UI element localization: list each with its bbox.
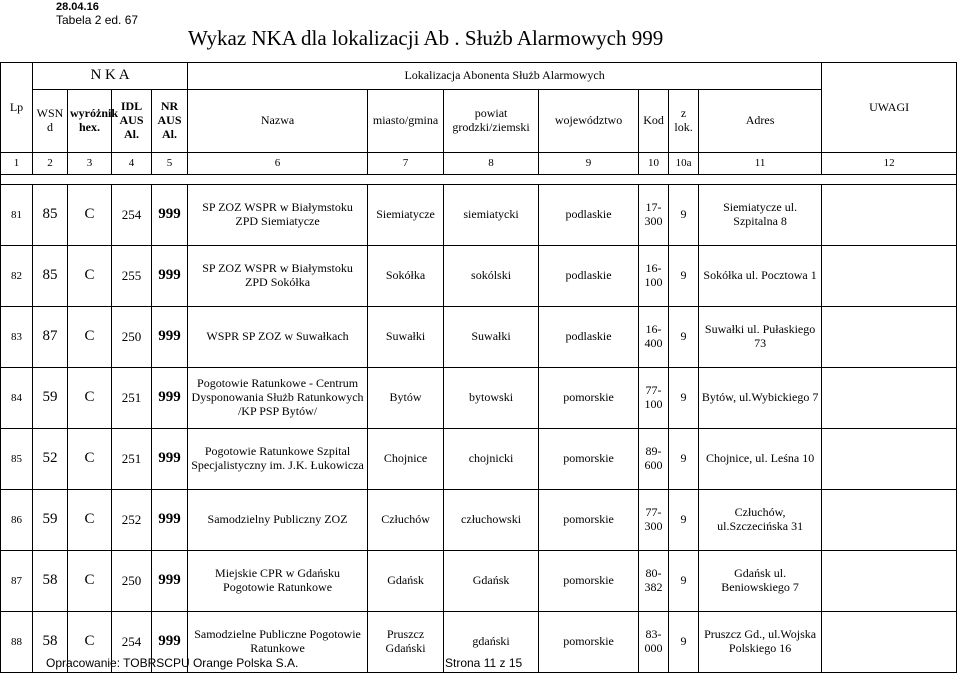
footer-author: Opracowanie: TOBRSCPU Orange Polska S.A.: [46, 656, 299, 670]
row-kod: 77-300: [639, 490, 669, 551]
row-powiat: sokólski: [444, 246, 539, 307]
row-uwagi: [822, 368, 957, 429]
row-adres: Sokółka ul. Pocztowa 1: [699, 246, 822, 307]
row-idl: 250: [112, 551, 152, 612]
colnum: 10: [639, 153, 669, 175]
row-uwagi: [822, 307, 957, 368]
row-lp: 86: [1, 490, 33, 551]
row-powiat: bytowski: [444, 368, 539, 429]
table-edition: Tabela 2 ed. 67: [56, 13, 139, 27]
row-zlok: 9: [669, 368, 699, 429]
row-kod: 89-600: [639, 429, 669, 490]
header-powiat: powiat grodzki/ziemski: [444, 90, 539, 153]
table-body: [1, 185, 957, 673]
row-miasto: Siemiatycze: [368, 185, 444, 246]
row-nazwa: Pogotowie Ratunkowe Szpital Specjalistyczny im. J.K. Łukowicza: [188, 429, 368, 490]
table-row: [1, 551, 957, 612]
row-wojewodztwo: podlaskie: [539, 185, 639, 246]
row-adres: Siemiatycze ul. Szpitalna 8: [699, 185, 822, 246]
colnum: 1: [1, 153, 33, 175]
row-powiat: Suwałki: [444, 307, 539, 368]
row-idl: 255: [112, 246, 152, 307]
row-idl: 251: [112, 368, 152, 429]
row-miasto: Chojnice: [368, 429, 444, 490]
row-kod: 83-000: [639, 612, 669, 673]
row-zlok: 9: [669, 307, 699, 368]
row-adres: Suwałki ul. Pułaskiego 73: [699, 307, 822, 368]
row-idl: 250: [112, 307, 152, 368]
row-nazwa: Samodzielne Publiczne Pogotowie Ratunkowe: [188, 612, 368, 673]
colnum: 4: [112, 153, 152, 175]
row-nazwa: SP ZOZ WSPR w Białymstoku ZPD Siemiatycze: [188, 185, 368, 246]
row-nazwa: Miejskie CPR w Gdańsku Pogotowie Ratunkowe: [188, 551, 368, 612]
row-wsn: 52: [33, 429, 68, 490]
row-idl: 254: [112, 612, 152, 673]
colnum: 9: [539, 153, 639, 175]
row-hex: C: [68, 185, 112, 246]
row-wojewodztwo: pomorskie: [539, 612, 639, 673]
row-zlok: 9: [669, 246, 699, 307]
document-date: 28.04.16: [56, 1, 99, 13]
row-adres: Człuchów, ul.Szczecińska 31: [699, 490, 822, 551]
row-hex: C: [68, 307, 112, 368]
row-wojewodztwo: podlaskie: [539, 246, 639, 307]
row-wsn: 58: [33, 551, 68, 612]
row-nazwa: Samodzielny Publiczny ZOZ: [188, 490, 368, 551]
row-uwagi: [822, 429, 957, 490]
page-title: Wykaz NKA dla lokalizacji Ab . Służb Alarmowych 999: [188, 26, 664, 50]
table-row: [1, 246, 957, 307]
header-miasto: miasto/gmina: [368, 90, 444, 153]
row-wsn: 58: [33, 612, 68, 673]
header-kod: Kod: [639, 90, 669, 153]
row-wsn: 59: [33, 490, 68, 551]
header-nka: N K A: [33, 63, 188, 90]
colnum: 12: [822, 153, 957, 175]
row-nr: 999: [152, 368, 188, 429]
row-kod: 16-100: [639, 246, 669, 307]
header-nr: NR AUS Al.: [152, 90, 188, 153]
row-nazwa: Pogotowie Ratunkowe - Centrum Dysponowania Służb Ratunkowych /KP PSP Bytów/: [188, 368, 368, 429]
row-idl: 254: [112, 185, 152, 246]
colnum: 5: [152, 153, 188, 175]
row-idl: 252: [112, 490, 152, 551]
row-wsn: 85: [33, 246, 68, 307]
colnum: 2: [33, 153, 68, 175]
table-row: [1, 368, 957, 429]
row-hex: C: [68, 429, 112, 490]
row-powiat: chojnicki: [444, 429, 539, 490]
row-nr: 999: [152, 551, 188, 612]
row-uwagi: [822, 612, 957, 673]
nka-table: [0, 62, 957, 673]
row-wojewodztwo: pomorskie: [539, 368, 639, 429]
row-wojewodztwo: pomorskie: [539, 490, 639, 551]
row-zlok: 9: [669, 490, 699, 551]
row-nr: 999: [152, 429, 188, 490]
row-nr: 999: [152, 246, 188, 307]
row-powiat: człuchowski: [444, 490, 539, 551]
row-lp: 85: [1, 429, 33, 490]
row-zlok: 9: [669, 429, 699, 490]
row-hex: C: [68, 490, 112, 551]
row-idl: 251: [112, 429, 152, 490]
spacer: [1, 175, 957, 185]
row-miasto: Gdańsk: [368, 551, 444, 612]
footer-page: Strona 11 z 15: [445, 656, 523, 670]
row-uwagi: [822, 185, 957, 246]
table-row: [1, 490, 957, 551]
row-hex: C: [68, 368, 112, 429]
header-zlok: z lok.: [669, 90, 699, 153]
row-lp: 88: [1, 612, 33, 673]
colnum: 11: [699, 153, 822, 175]
row-zlok: 9: [669, 612, 699, 673]
row-nazwa: WSPR SP ZOZ w Suwałkach: [188, 307, 368, 368]
row-wojewodztwo: podlaskie: [539, 307, 639, 368]
header-uwagi: UWAGI: [822, 63, 957, 153]
row-kod: 80-382: [639, 551, 669, 612]
header-wyroznik: wyróżnik hex.: [68, 90, 112, 153]
row-adres: Chojnice, ul. Leśna 10: [699, 429, 822, 490]
colnum: 7: [368, 153, 444, 175]
row-miasto: Człuchów: [368, 490, 444, 551]
row-kod: 77-100: [639, 368, 669, 429]
row-nazwa: SP ZOZ WSPR w Białymstoku ZPD Sokółka: [188, 246, 368, 307]
row-miasto: Sokółka: [368, 246, 444, 307]
row-wsn: 85: [33, 185, 68, 246]
row-uwagi: [822, 246, 957, 307]
table-row: [1, 185, 957, 246]
header-idl: IDL AUS Al.: [112, 90, 152, 153]
row-adres: Pruszcz Gd., ul.Wojska Polskiego 16: [699, 612, 822, 673]
colnum: 8: [444, 153, 539, 175]
row-nr: 999: [152, 490, 188, 551]
colnum: 6: [188, 153, 368, 175]
colnum: 10a: [669, 153, 699, 175]
row-hex: C: [68, 551, 112, 612]
row-wojewodztwo: pomorskie: [539, 429, 639, 490]
row-miasto: Bytów: [368, 368, 444, 429]
row-miasto: Suwałki: [368, 307, 444, 368]
row-powiat: gdański: [444, 612, 539, 673]
colnum: 3: [68, 153, 112, 175]
header-adres: Adres: [699, 90, 822, 153]
row-kod: 16-400: [639, 307, 669, 368]
row-wsn: 59: [33, 368, 68, 429]
row-zlok: 9: [669, 185, 699, 246]
row-nr: 999: [152, 612, 188, 673]
row-adres: Bytów, ul.Wybickiego 7: [699, 368, 822, 429]
row-miasto: Pruszcz Gdański: [368, 612, 444, 673]
header-nazwa: Nazwa: [188, 90, 368, 153]
row-wojewodztwo: pomorskie: [539, 551, 639, 612]
row-lp: 87: [1, 551, 33, 612]
header-lokalizacja: Lokalizacja Abonenta Służb Alarmowych: [188, 63, 822, 90]
row-uwagi: [822, 551, 957, 612]
row-wsn: 87: [33, 307, 68, 368]
row-nr: 999: [152, 185, 188, 246]
row-powiat: siemiatycki: [444, 185, 539, 246]
row-zlok: 9: [669, 551, 699, 612]
table-row: [1, 429, 957, 490]
row-uwagi: [822, 490, 957, 551]
row-adres: Gdańsk ul. Beniowskiego 7: [699, 551, 822, 612]
table-row: [1, 307, 957, 368]
header-wojewodztwo: województwo: [539, 90, 639, 153]
row-nr: 999: [152, 307, 188, 368]
row-hex: C: [68, 612, 112, 673]
row-lp: 82: [1, 246, 33, 307]
row-lp: 83: [1, 307, 33, 368]
row-powiat: Gdańsk: [444, 551, 539, 612]
row-lp: 81: [1, 185, 33, 246]
header-wsn: WSN d: [33, 90, 68, 153]
row-kod: 17-300: [639, 185, 669, 246]
row-lp: 84: [1, 368, 33, 429]
row-hex: C: [68, 246, 112, 307]
header-lp: Lp: [1, 63, 33, 153]
